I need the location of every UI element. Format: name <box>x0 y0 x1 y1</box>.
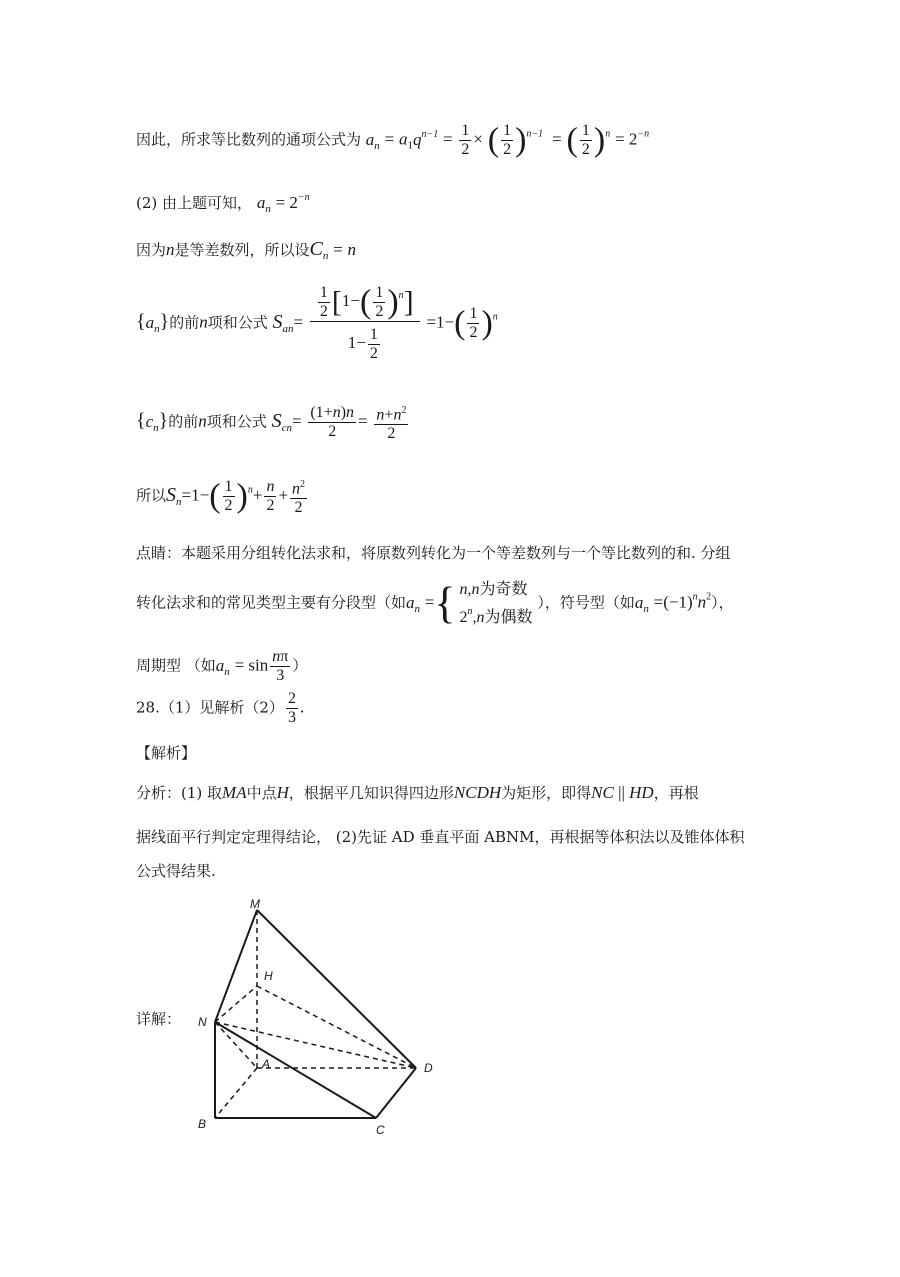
detail-label: 详解： <box>136 1010 182 1028</box>
analysis-line-3: 公式得结果. <box>136 862 216 880</box>
label-A: A <box>262 1057 271 1071</box>
edge-AB <box>215 1068 257 1118</box>
edge-MD <box>257 910 416 1068</box>
label-B: B <box>198 1117 207 1131</box>
total-sum-line: 所以$S_n=1-$( $\frac{1}{2}$ )$^n$+ $\frac{n}{2}$ + $\frac{n^2}{2}$ <box>136 477 306 517</box>
comment-line-3: 周期型 （如$a_n = \sin$ $\frac{n\pi}{3}$ ） <box>136 648 308 684</box>
geometric-sum-line: $\{a_n\}$的前n项和公式 $S_{an}=$ $\frac{1}{2}$ [1−( $\frac{1}{2}$ )$^n$] 1− $\frac{1}{2}$ =1−( $\frac{1}{2}$ )$^n$ <box>136 283 498 362</box>
edge-HD <box>257 986 416 1068</box>
label-M: M <box>250 897 260 911</box>
label-H: H <box>264 969 273 983</box>
analysis-line-2: 据线面平行判定定理得结论， (2)先证 AD 垂直平面 ABNM，再根据等体积法以及锥体体积 <box>136 828 745 846</box>
label-D: D <box>424 1061 433 1075</box>
arithmetic-sum-line: $\{c_n\}$的前n项和公式 $S_{cn}=$ $\frac{(1+n)n}{2}$ = $\frac{n+n^2}{2}$ <box>136 402 410 443</box>
pyramid-figure <box>190 890 450 1140</box>
comment-line-1: 点睛：本题采用分组转化法求和，将原数列转化为一个等差数列与一个等比数列的和. 分组 <box>136 544 731 562</box>
edge-CD <box>376 1068 416 1118</box>
edge-NC <box>215 1022 376 1118</box>
analysis-heading: 【解析】 <box>136 744 197 762</box>
question-28-answer: 28.（1）见解析（2） $\frac{2}{3}$ . <box>136 690 305 726</box>
edge-MN <box>215 910 257 1022</box>
arithmetic-setup: 因为n是等差数列，所以设$C_n = n$ <box>136 238 357 262</box>
label-N: N <box>198 1015 207 1029</box>
edge-ND <box>215 1022 416 1068</box>
part2-intro: (2) 由上题可知， $a_n = 2^{-n}$ <box>136 192 310 215</box>
analysis-line-1: 分析：(1) 取MA中点H，根据平几知识得四边形NCDH为矩形，即得NC || HD，再根 <box>136 783 699 802</box>
edge-NA <box>215 1022 257 1068</box>
label-C: C <box>376 1123 385 1137</box>
general-term-line: 因此，所求等比数列的通项公式为 $a_n = a_1q^{n-1}$ = $\frac{1}{2}$ × ( $\frac{1}{2}$ )$^{n-1}$ = ( $\frac{1}{2}$ )$^n = 2^{-n}$ <box>136 121 650 159</box>
comment-line-2: 转化法求和的常见类型主要有分段型（如$a_n$ ={ n,n为奇数 2$^n$,n为偶数 ），符号型（如$a_n =(-1)^nn^2$）， <box>136 578 734 628</box>
